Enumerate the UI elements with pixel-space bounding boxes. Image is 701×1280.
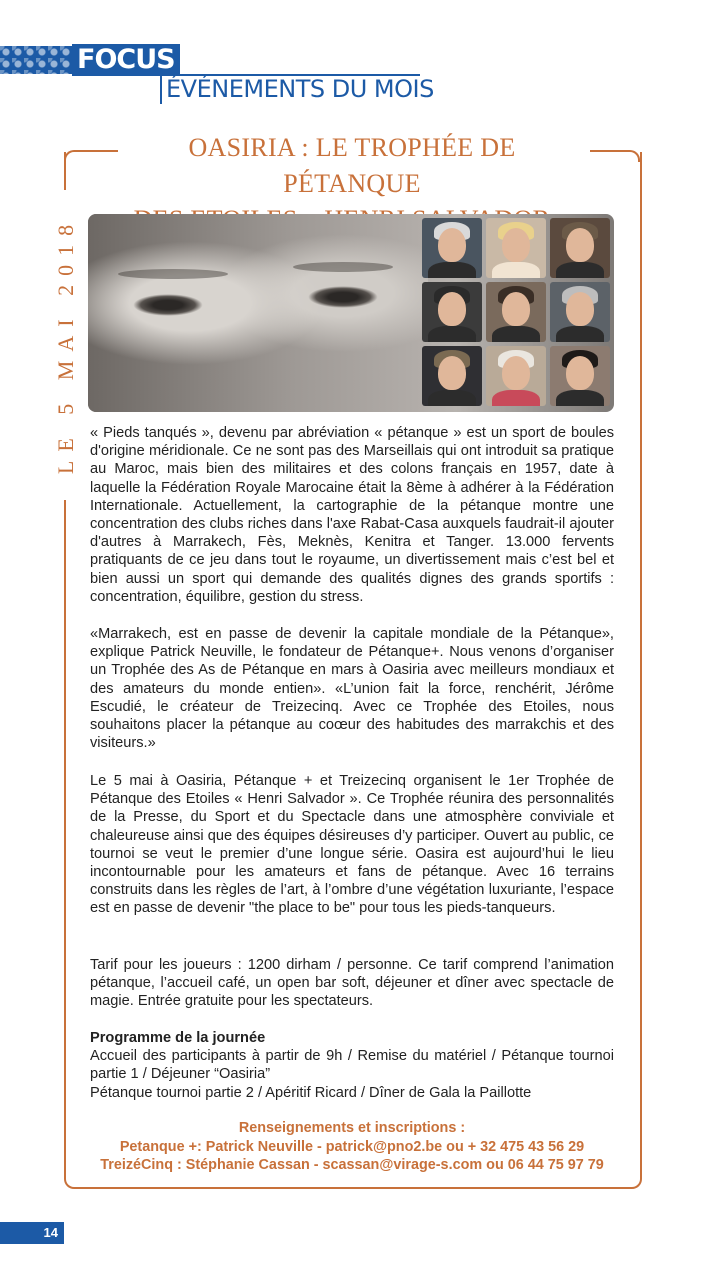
programme-heading: Programme de la journée — [90, 1030, 266, 1046]
article-paragraph-2: «Marrakech, est en passe de devenir la capitale mondiale de la Pétanque», explique Patrick Neuville, le fondateur de Pétanque+. Nous venons d’organiser un Trophée des As de Pétanque en mars à Oasiria avec meilleurs mondiaux et des amateurs du monde entien». «L’union fait la force, renchérit, Jérôme Escudié, le créateur de Treizecinq. Avec ce Trophée des Etoiles, nous souhaitons placer la pétanque au coœur des habitudes des marrakchis et des visiteurs.» — [90, 626, 614, 752]
celebrity-portraits-grid — [422, 218, 610, 406]
contact-heading: Renseignements et inscriptions : — [238, 1120, 466, 1136]
portrait — [422, 346, 482, 406]
portrait — [550, 346, 610, 406]
portrait — [422, 282, 482, 342]
contact-line-2: TreizéCinq : Stéphanie Cassan - scassan@virage-s.com ou 06 44 75 97 79 — [100, 1157, 604, 1173]
programme-line-1: Accueil des participants à partir de 9h / Remise du matériel / Pétanque tournoi partie 1 / Déjeuner “Oasiria” — [90, 1048, 614, 1083]
contact-line-1: Petanque +: Patrick Neuville - patrick@pno2.be ou + 32 475 43 56 29 — [119, 1138, 585, 1155]
article-title-line1: OASIRIA : LE TROPHÉE DE PÉTANQUE — [188, 133, 516, 198]
salvador-face-image — [88, 214, 428, 412]
eye-shape — [133, 294, 203, 316]
header-pattern-decoration — [0, 46, 72, 74]
page-number: 14 — [0, 1222, 64, 1244]
portrait — [486, 282, 546, 342]
frame-corner-left — [64, 150, 118, 162]
article-paragraph-4: Tarif pour les joueurs : 1200 dirham / personne. Ce tarif comprend l’animation pétanque, l’accueil café, un open bar soft, déjeuner et dîner avec spectacle de magie. Entrée gratuite pour les spectateurs. — [90, 957, 614, 1010]
portrait — [486, 346, 546, 406]
article-paragraph-3: Le 5 mai à Oasiria, Pétanque + et Treizecinq organisent le 1er Trophée de Pétanque des Etoiles « Henri Salvador ». Ce Trophée réunira des personnalités de la Presse, du Sport et du Spectacle dans une atmosphère conviviale et chaleureuse ainsi que des équipes désireuses d’y participer. Ouvert au public, ce tournoi se veut le premier d’une longue série. Oasira est aujourd’hui le lieu incontournable pour les amateurs et fans de pétanque. Avec 16 terrains construits dans les règles de l’art, à l’ombre d’une végétation luxuriante, l’espace est en passe de devenir "the place to be" pour tous les pieds-tanqueurs. — [90, 773, 614, 917]
portrait — [422, 218, 482, 278]
frame-corner-right — [590, 150, 640, 162]
programme-section — [90, 1029, 614, 1102]
brow-shape — [118, 269, 228, 279]
portrait — [550, 282, 610, 342]
article-paragraph-1: « Pieds tanqués », devenu par abréviation « pétanque » est un sport de boules d'origine méridionale. Ce ne sont pas des Marseillais qui ont introduit sa pratique au Maroc, mais bien des militaires et des colons français en 1957, date à laquelle la Fédération Royale Marocaine était la 8ème à adhérer à la Fédération Internationale. Actuellement, la cartographie de la pétanque montre une concentration des clubs riches dans l'axe Rabat-Casa auxquels faudrait-il ajouter d'autres à Marrakech, Fès, Meknès, Kenitra et Tanger. 13.000 fervents pratiquants de ce jeu dans tout le royaume, un divertissement mais c’est bel et bien aussi un sport qui demande des qualités dignes des grands sportifs : concentration, équilibre, gestion du stress. — [90, 425, 614, 605]
portrait — [486, 218, 546, 278]
programme-line-2: Pétanque tournoi partie 2 / Apéritif Ricard / Dîner de Gala la Paillotte — [90, 1084, 532, 1101]
contact-section — [90, 1119, 614, 1175]
section-subtitle: ÉVÉNEMENTS DU MOIS — [160, 74, 434, 104]
eye-shape — [308, 286, 378, 308]
section-header — [0, 38, 701, 108]
event-date: LE 5 MAI 2018 — [53, 215, 78, 475]
brow-shape — [293, 262, 393, 272]
portrait — [550, 218, 610, 278]
section-label: FOCUS — [72, 44, 180, 76]
article-photo — [88, 214, 614, 412]
